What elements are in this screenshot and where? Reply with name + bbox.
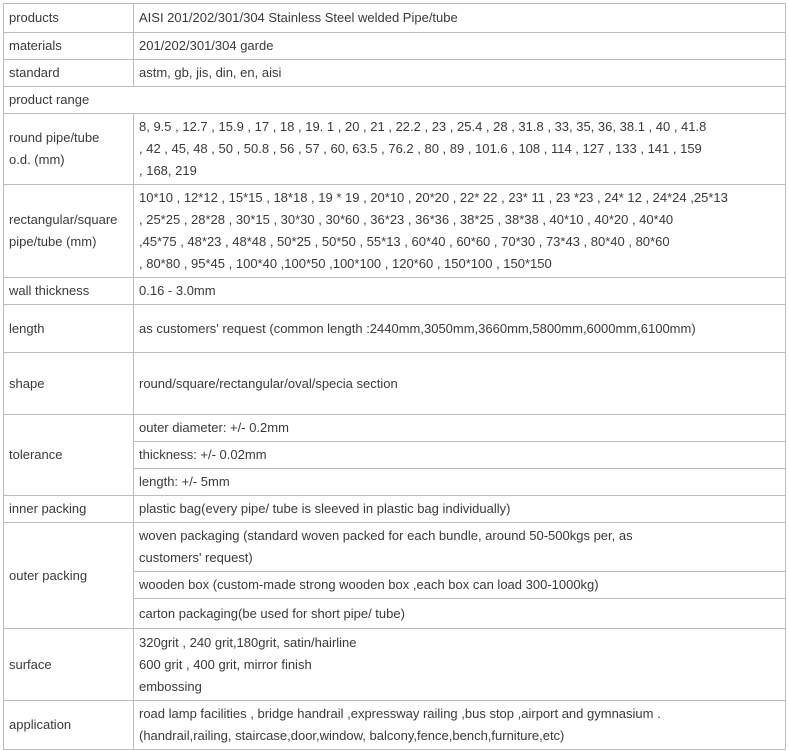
label-product-range: product range	[4, 87, 786, 114]
value-products: AISI 201/202/301/304 Stainless Steel welded Pipe/tube	[134, 4, 786, 33]
value-wall-thickness: 0.16 - 3.0mm	[134, 278, 786, 305]
table-row-length	[4, 305, 786, 353]
label-products: products	[4, 4, 134, 33]
value-standard: astm, gb, jis, din, en, aisi	[134, 60, 786, 87]
table-row-materials	[4, 33, 786, 60]
label-shape: shape	[4, 353, 134, 415]
label-rect-line: pipe/tube (mm)	[9, 234, 97, 249]
value-tolerance-thickness: thickness: +/- 0.02mm	[134, 442, 786, 469]
table-row-surface	[4, 629, 786, 701]
value-tolerance-outer: outer diameter: +/- 0.2mm	[134, 415, 786, 442]
label-length: length	[4, 305, 134, 353]
label-round-line: round pipe/tube	[9, 130, 100, 145]
table-row-rect	[4, 185, 786, 278]
value-outer-packing-carton: carton packaging(be used for short pipe/ tube)	[134, 599, 786, 629]
product-spec-table	[3, 3, 786, 750]
value-shape: round/square/rectangular/oval/specia section	[134, 353, 786, 415]
label-inner-packing: inner packing	[4, 496, 134, 523]
rect-size-line: , 80*80 , 95*45 , 100*40 ,100*50 ,100*100 , 120*60 , 150*100 , 150*150	[139, 256, 552, 271]
table-row-tolerance-outer	[4, 415, 786, 442]
value-materials: 201/202/301/304 garde	[134, 33, 786, 60]
application-line: road lamp facilities , bridge handrail ,expressway railing ,bus stop ,airport and gymnasium .	[139, 706, 661, 721]
label-rect	[4, 185, 134, 278]
value-tolerance-length: length: +/- 5mm	[134, 469, 786, 496]
value-application	[134, 701, 786, 750]
label-tolerance: tolerance	[4, 415, 134, 496]
table-row-inner-packing	[4, 496, 786, 523]
rect-size-line: 10*10 , 12*12 , 15*15 , 18*18 , 19 * 19 , 20*10 , 20*20 , 22* 22 , 23* 11 , 23 *23 , 24* 12 , 24*24 ,25*13	[139, 190, 728, 205]
label-surface: surface	[4, 629, 134, 701]
value-surface	[134, 629, 786, 701]
round-size-line: , 42 , 45, 48 , 50 , 50.8 , 56 , 57 , 60, 63.5 , 76.2 , 80 , 89 , 101.6 , 108 , 114 , 127 , 133 , 141 , 159	[139, 141, 702, 156]
table-row-outer-packing-woven	[4, 523, 786, 572]
table-row-application	[4, 701, 786, 750]
table-row-standard	[4, 60, 786, 87]
table-row-products	[4, 4, 786, 33]
label-application: application	[4, 701, 134, 750]
round-size-line: , 168, 219	[139, 163, 197, 178]
woven-packaging-line: customers' request)	[139, 550, 253, 565]
woven-packaging-line: woven packaging (standard woven packed for each bundle, around 50-500kgs per, as	[139, 528, 633, 543]
table-row-round	[4, 114, 786, 185]
label-standard: standard	[4, 60, 134, 87]
surface-line: 320grit , 240 grit,180grit, satin/hairline	[139, 634, 357, 650]
table-row-wall-thickness	[4, 278, 786, 305]
rect-size-line: , 25*25 , 28*28 , 30*15 , 30*30 , 30*60 , 36*23 , 36*36 , 38*25 , 38*38 , 40*10 , 40*20 , 40*40	[139, 212, 674, 227]
label-rect-line: rectangular/square	[9, 212, 118, 227]
value-outer-packing-woven	[134, 523, 786, 572]
label-materials: materials	[4, 33, 134, 60]
value-inner-packing: plastic bag(every pipe/ tube is sleeved in plastic bag individually)	[134, 496, 786, 523]
application-line: (handrail,railing, staircase,door,window, balcony,fence,bench,furniture,etc)	[139, 728, 565, 743]
round-size-line: 8, 9.5 , 12.7 , 15.9 , 17 , 18 , 19. 1 , 20 , 21 , 22.2 , 23 , 25.4 , 28 , 31.8 , 33, 35, 36, 38.1 , 40 , 41.8	[139, 119, 707, 134]
value-rect	[134, 185, 786, 278]
table-row-product-range	[4, 87, 786, 114]
label-round	[4, 114, 134, 185]
value-length: as customers' request (common length :2440mm,3050mm,3660mm,5800mm,6000mm,6100mm)	[134, 305, 786, 353]
surface-line: embossing	[139, 678, 202, 694]
surface-line: 600 grit , 400 grit, mirror finish	[139, 656, 312, 672]
value-outer-packing-wooden: wooden box (custom-made strong wooden box ,each box can load 300-1000kg)	[134, 572, 786, 599]
label-outer-packing: outer packing	[4, 523, 134, 629]
label-wall-thickness: wall thickness	[4, 278, 134, 305]
table-row-shape	[4, 353, 786, 415]
rect-size-line: ,45*75 , 48*23 , 48*48 , 50*25 , 50*50 , 55*13 , 60*40 , 60*60 , 70*30 , 73*43 , 80*40 , 80*60	[139, 234, 670, 249]
label-round-line: o.d. (mm)	[9, 152, 65, 167]
value-round	[134, 114, 786, 185]
